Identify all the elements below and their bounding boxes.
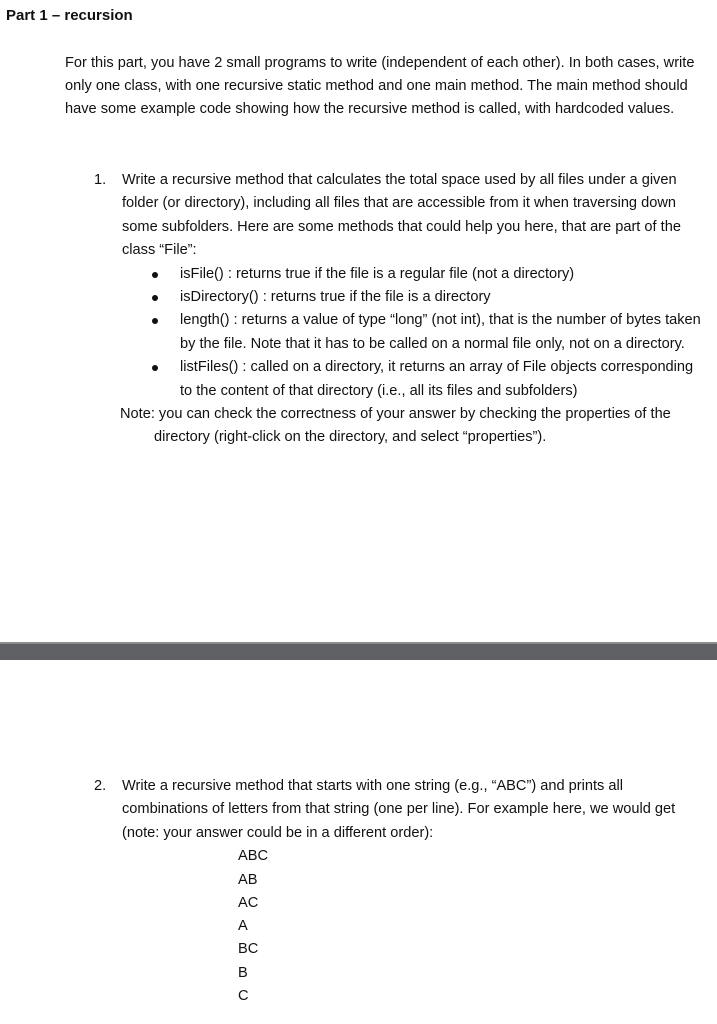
list-item: AC (238, 894, 259, 911)
question-2-number: 2. (94, 778, 107, 794)
question-1-text: Write a recursive method that calculates the total space used by all files under a given folder (or directory), including all files that are accessible from it when traversing down some subfolders. Here are some methods that could help you here, that are part of the class “File”: (122, 172, 681, 259)
method-description: isDirectory() : returns true if the file is a directory (180, 289, 491, 306)
list-item: B (238, 964, 248, 981)
question-2-text: Write a recursive method that starts with one string (e.g., “ABC”) and prints all combinations of letters from that string (one per line). For example here, we would get (note: your answer could be in a different order): (122, 778, 676, 841)
page-separator (0, 642, 717, 660)
intro-text: For this part, you have 2 small programs to write (independent of each other). In both cases, write only one class, with one recursive static method and one main method. The main method should have some example code showing how the recursive method is called, with hardcoded values. (65, 55, 695, 118)
method-description: length() : returns a value of type “long” (not int), that is the number of bytes taken by the file. Note that it has to be called on a normal file only, not on a directory. (180, 312, 701, 352)
method-description: listFiles() : called on a directory, it returns an array of File objects corresponding to the content of that directory (i.e., all its files and subfolders) (180, 359, 694, 399)
intro-paragraph (65, 52, 705, 122)
question-1 (94, 169, 704, 450)
list-item: ABC (238, 848, 269, 865)
method-description: isFile() : returns true if the file is a regular file (not a directory) (180, 265, 575, 282)
list-item (152, 286, 704, 309)
combinations-list (238, 845, 704, 1008)
section-heading: Part 1 – recursion (6, 7, 133, 24)
list-item: A (238, 918, 248, 935)
question-2 (94, 775, 704, 1008)
question-1-note: Note: you can check the correctness of your answer by checking the properties of the directory (right-click on the directory, and select “properties”). (120, 406, 671, 446)
list-item: C (238, 988, 249, 1004)
list-item: BC (238, 941, 259, 958)
list-item (152, 263, 704, 286)
list-item: AB (238, 871, 258, 888)
list-item (152, 309, 704, 356)
bullet-icon (152, 272, 158, 278)
file-methods-list (152, 263, 704, 403)
bullet-icon (152, 295, 158, 301)
list-item (152, 356, 704, 403)
bullet-icon (152, 318, 158, 324)
question-1-number: 1. (94, 172, 107, 188)
bullet-icon (152, 365, 158, 371)
